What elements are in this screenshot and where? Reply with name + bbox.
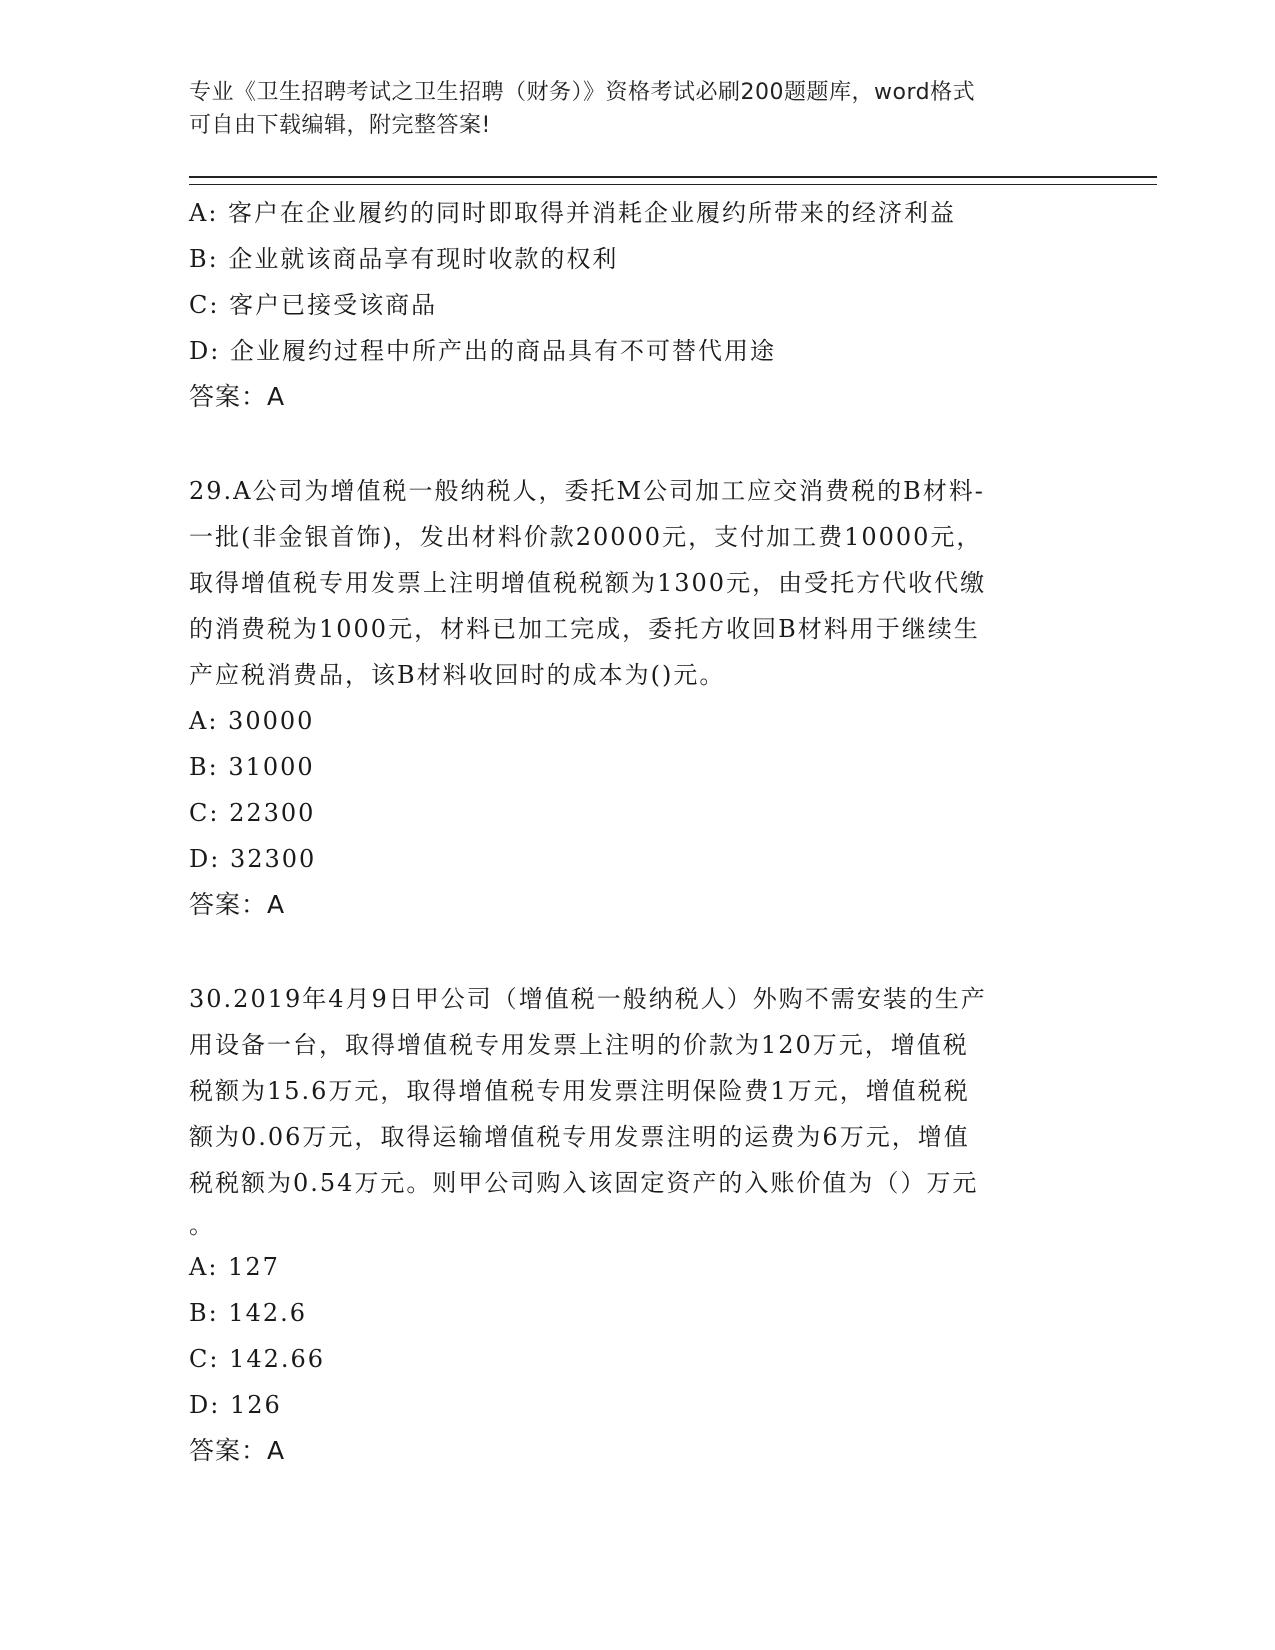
question-29-line-1: 29.A公司为增值税一般纳税人，委托M公司加工应交消费税的B材料- (189, 477, 985, 505)
option-b: B: 31000 (189, 753, 315, 781)
document-header (189, 76, 1089, 142)
option-b: B: 142.6 (189, 1299, 308, 1327)
question-29-answer: 答案：A (189, 890, 286, 919)
option-a: A: 127 (189, 1253, 280, 1281)
question-30-line-4: 额为0.06万元，取得运输增值税专用发票注明的运费为6万元，增值 (189, 1123, 970, 1151)
question-30-line-3: 税额为15.6万元，取得增值税专用发票注明保险费1万元，增值税税 (189, 1077, 970, 1105)
option-d: D: 企业履约过程中所产出的商品具有不可替代用途 (189, 337, 776, 365)
spacer (189, 420, 1089, 468)
option-b: B: 企业就该商品享有现时收款的权利 (189, 245, 619, 273)
question-30-options (189, 1244, 1089, 1428)
question-30-trailing-period: 。 (189, 1211, 213, 1239)
question-29-options (189, 698, 1089, 882)
question-28-options (189, 190, 1089, 374)
question-28-answer: 答案：A (189, 382, 286, 411)
question-30-stem (189, 976, 1089, 1244)
option-c: C: 142.66 (189, 1345, 326, 1373)
question-29-stem (189, 468, 1089, 698)
header-title-line-2: 可自由下载编辑，附完整答案! (189, 113, 491, 138)
question-29-line-4: 的消费税为1000元，材料已加工完成，委托方收回B材料用于继续生 (189, 615, 980, 643)
question-29-line-2: 一批(非金银首饰)，发出材料价款20000元，支付加工费10000元， (189, 523, 983, 551)
question-30-line-1: 30.2019年4月9日甲公司（增值税一般纳税人）外购不需安装的生产 (189, 985, 987, 1013)
header-title-line-1: 专业《卫生招聘考试之卫生招聘（财务）》资格考试必刷200题题库，word格式 (189, 80, 976, 105)
header-divider (189, 176, 1157, 185)
option-c: C: 22300 (189, 799, 316, 827)
question-30-line-5: 税税额为0.54万元。则甲公司购入该固定资产的入账价值为（）万元 (189, 1169, 979, 1197)
spacer (189, 928, 1089, 976)
option-a: A: 客户在企业履约的同时即取得并消耗企业履约所带来的经济利益 (189, 199, 957, 227)
question-30-line-2: 用设备一台，取得增值税专用发票上注明的价款为120万元，增值税 (189, 1031, 969, 1059)
option-c: C: 客户已接受该商品 (189, 291, 438, 319)
question-29-line-5: 产应税消费品，该B材料收回时的成本为()元。 (189, 661, 726, 689)
question-29-line-3: 取得增值税专用发票上注明增值税税额为1300元，由受托方代收代缴 (189, 569, 987, 597)
question-content (189, 190, 1089, 1474)
option-d: D: 32300 (189, 845, 317, 873)
question-30-answer: 答案：A (189, 1436, 286, 1465)
option-d: D: 126 (189, 1391, 282, 1419)
option-a: A: 30000 (189, 707, 315, 735)
